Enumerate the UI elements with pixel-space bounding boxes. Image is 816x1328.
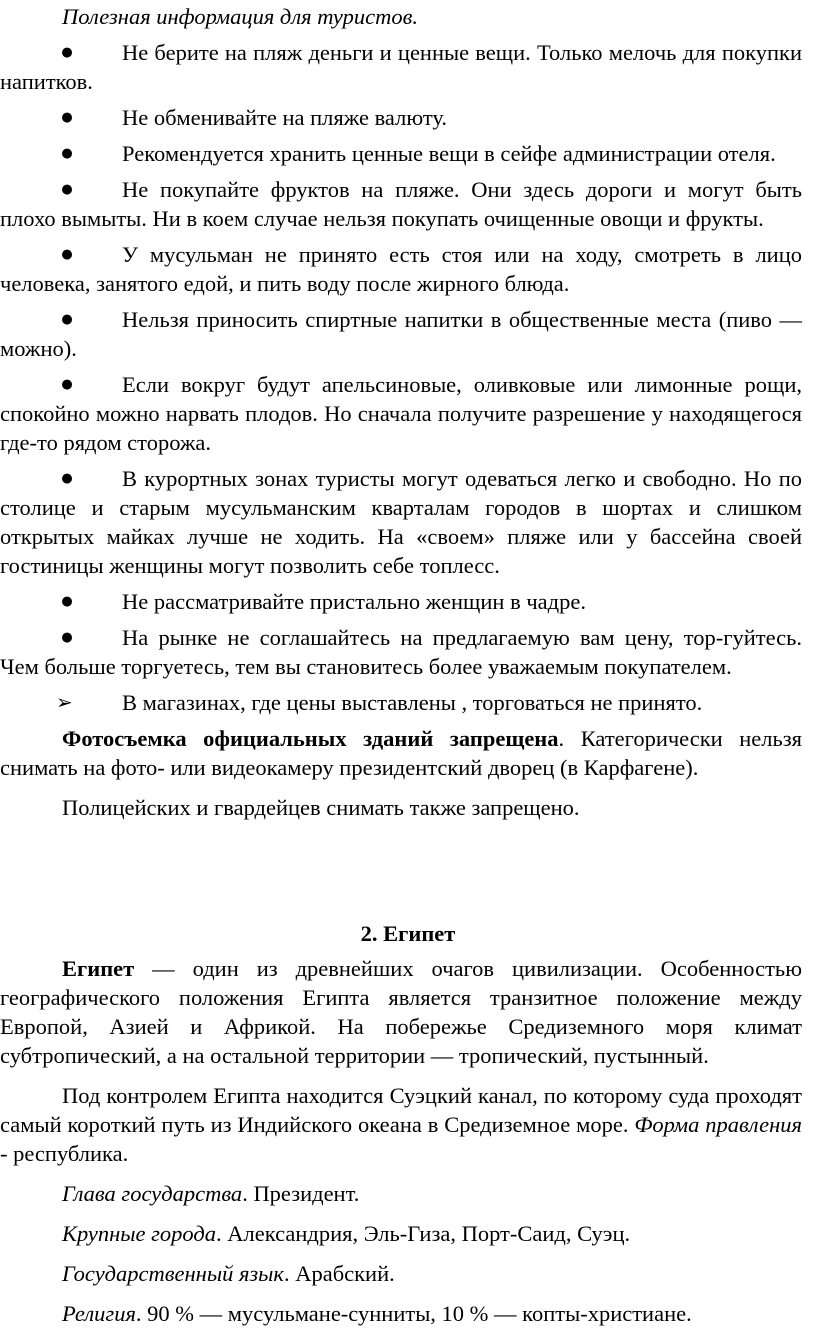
list-item-text: Не обменивайте на пляже валюту. (122, 105, 447, 130)
egypt-term: Египет (62, 956, 135, 981)
bullet-icon: ● (61, 312, 73, 327)
egypt-intro-paragraph (0, 954, 802, 1070)
photo-restriction-bold: Фотосъемка официальных зданий запрещена (62, 726, 559, 751)
bullet-icon: ● (61, 110, 73, 125)
fact-label: Государственный язык (62, 1261, 284, 1286)
fact-label: Крупные города (62, 1221, 217, 1246)
section-title: 2. Египет (360, 921, 456, 946)
suez-text: Под контролем Египта находится Суэцкий канал, по которому суда проходят самый короткий путь из Индийского океана в Средиземное море. (0, 1083, 802, 1137)
bullet-icon: ● (61, 594, 73, 609)
bullet-icon: ● (61, 45, 73, 60)
list-item-text: Если вокруг будут апельсиновые, оливковые или лимонные рощи, спокойно можно нарвать плодов. Но сначала получите разрешение у находящегося где-то рядом сторожа. (0, 372, 802, 455)
government-form-value: республика. (7, 1141, 129, 1166)
list-item (0, 305, 802, 363)
bullet-icon: ● (61, 247, 73, 262)
tourist-rules-list (0, 38, 802, 717)
list-item (0, 464, 802, 580)
bullet-icon: ● (61, 377, 73, 392)
police-paragraph: Полицейских и гвардейцев снимать также запрещено. (62, 795, 580, 820)
bullet-icon: ● (61, 146, 73, 161)
bullet-icon: ● (61, 182, 73, 197)
list-item-text: Не берите на пляж деньги и ценные вещи. Только мелочь для покупки напитков. (0, 40, 802, 94)
photo-restriction-paragraph (0, 724, 802, 782)
fact-religion (0, 1299, 802, 1328)
list-item (0, 688, 802, 717)
bullet-icon: ● (61, 471, 73, 486)
list-item-text: Не покупайте фруктов на пляже. Они здесь дороги и могут быть плохо вымыты. Ни в коем случае нельзя покупать очищенные овощи и фрукты. (0, 177, 802, 231)
list-item-text: Рекомендуется хранить ценные вещи в сейфе администрации отеля. (122, 141, 776, 166)
list-item-text: На рынке не соглашайтесь на предлагаемую вам цену, тор-гуйтесь. Чем больше торгуетесь, тем вы становитесь более уважаемым покупателем. (0, 625, 802, 679)
fact-official-language (0, 1259, 802, 1288)
egypt-intro-text: — один из древнейших очагов цивилизации. Особенностью географического положения Египта является транзитное положение между Европой, Азией и Африкой. На побережье Средиземного моря климат субтропический, а на остальной территории — тропический, пустынный. (0, 956, 802, 1068)
suez-paragraph (0, 1081, 802, 1168)
list-item (0, 623, 802, 681)
arrowhead-icon: ➢ (56, 690, 73, 714)
fact-major-cities (0, 1219, 802, 1248)
intro-heading: Полезная информация для туристов. (62, 4, 418, 29)
list-item (0, 587, 802, 616)
section-gap (0, 833, 802, 919)
list-item (0, 175, 802, 233)
fact-label: Глава государства (62, 1181, 243, 1206)
fact-value: . Президент. (242, 1181, 360, 1206)
fact-head-of-state (0, 1179, 802, 1208)
list-item-text: У мусульман не принято есть стоя или на ходу, смотреть в лицо человека, занятого едой, и пить воду после жирного блюда. (0, 242, 802, 296)
list-item-text: Нельзя приносить спиртные напитки в общественные места (пиво — можно). (0, 307, 802, 361)
list-item-text: Не рассматривайте пристально женщин в чадре. (122, 589, 586, 614)
list-item (0, 370, 802, 457)
list-item (0, 38, 802, 96)
fact-value: . Александрия, Эль-Гиза, Порт-Саид, Суэц. (216, 1221, 631, 1246)
fact-value: . 90 % — мусульмане-сунниты, 10 % — копты-христиане. (135, 1301, 692, 1326)
fact-label: Религия (62, 1301, 136, 1326)
government-form-label: Форма правления - (0, 1112, 802, 1166)
list-item (0, 139, 802, 168)
bullet-icon: ● (61, 630, 73, 645)
list-item (0, 103, 802, 132)
list-item (0, 240, 802, 298)
list-item-text: В магазинах, где цены выставлены , торговаться не принято. (122, 690, 703, 715)
list-item-text: В курортных зонах туристы могут одеваться легко и свободно. Но по столице и старым мусульманским кварталам городов в шортах и слишком открытых майках лучше не ходить. На «своем» пляже или у бассейна своей гостиницы женщины могут позволить себе топлесс. (0, 466, 802, 578)
fact-value: . Арабский. (283, 1261, 395, 1286)
photo-restriction-text: . Категорически нельзя снимать на фото- или видеокамеру президентский дворец (в Карфагене). (0, 726, 802, 780)
